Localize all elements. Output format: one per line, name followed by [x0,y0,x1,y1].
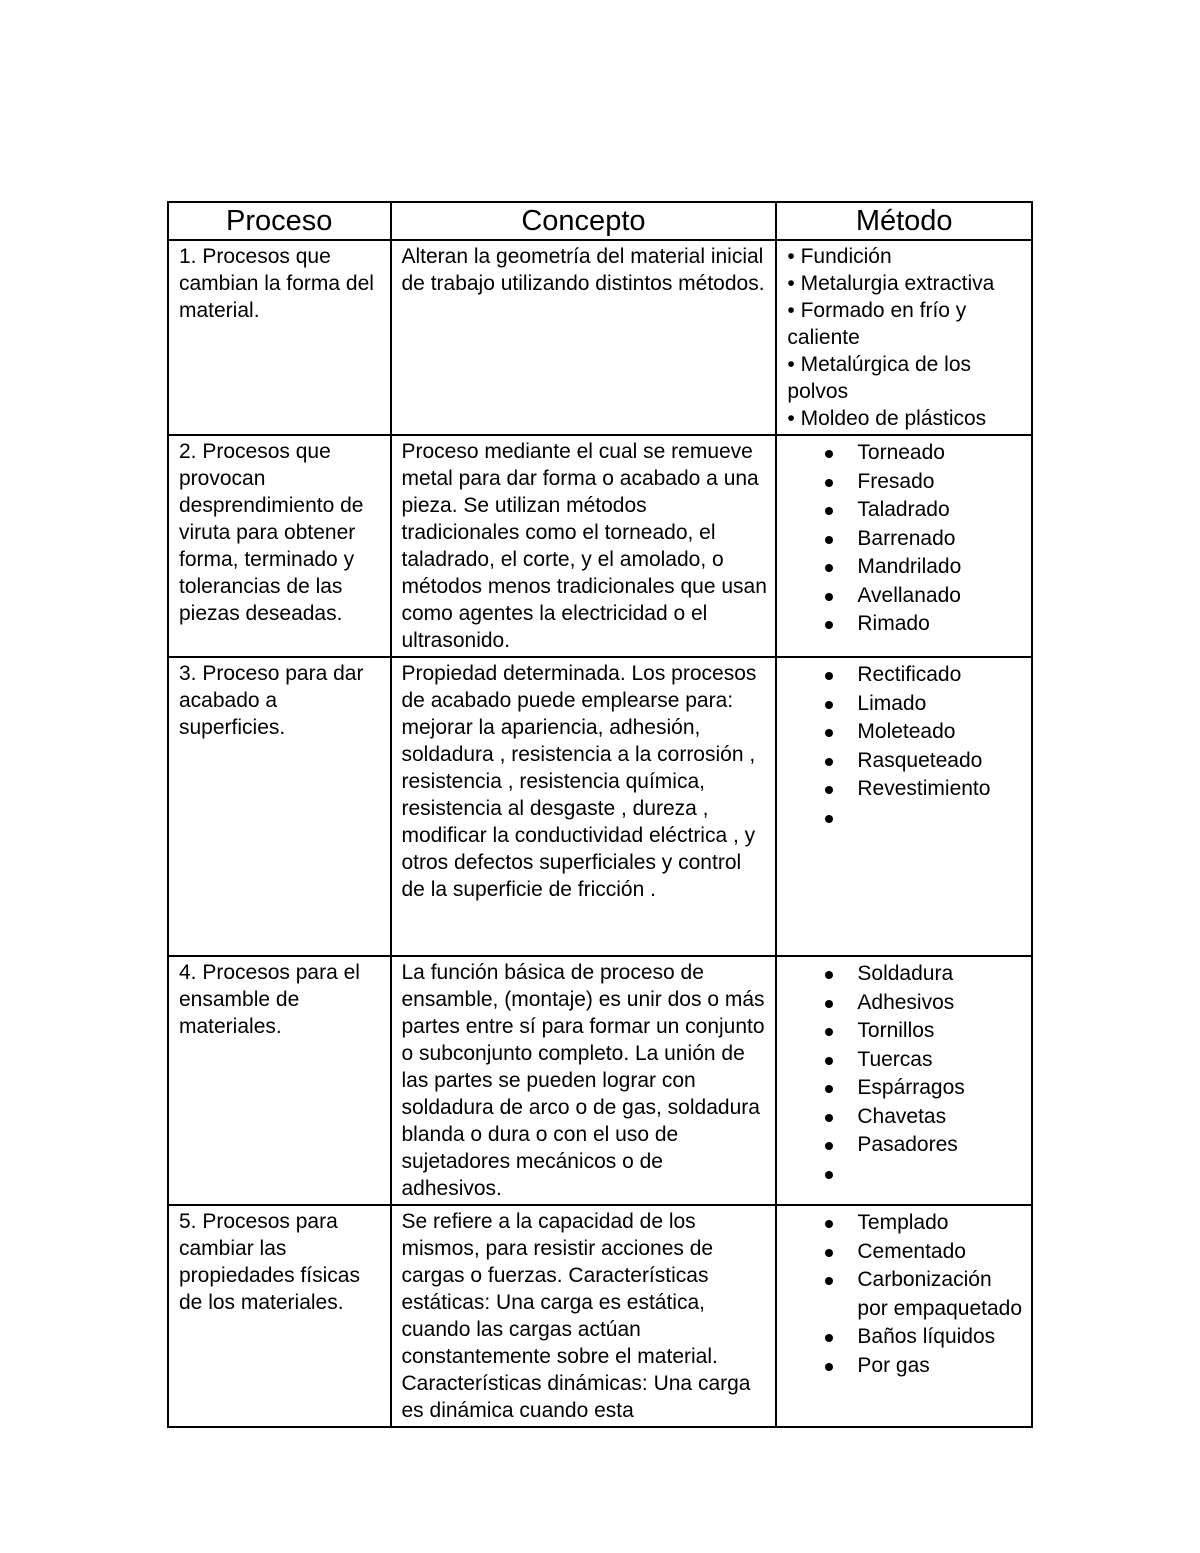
method-item: Templado [787,1209,1023,1238]
method-item: Soldadura [787,960,1023,989]
method-item: Tuercas [787,1046,1023,1075]
method-item: Rimado [787,610,1023,639]
method-list [787,959,1023,1160]
method-item: • Metalurgia extractiva [787,270,1023,297]
method-item: Carbonización por empaquetado [787,1266,1023,1323]
concepto-cell: Alteran la geometría del material inicial de trabajo utilizando distintos métodos. [391,240,777,435]
method-item: Rectificado [787,661,1023,690]
metodo-cell [776,240,1032,435]
method-item: Cementado [787,1238,1023,1267]
header-metodo: Método [776,202,1032,240]
table-row [168,435,1032,657]
metodo-cell [776,435,1032,657]
method-item: Revestimiento [787,775,1023,804]
header-proceso: Proceso [168,202,391,240]
method-list [787,438,1023,639]
method-item: Baños líquidos [787,1323,1023,1352]
proceso-cell: 2. Procesos que provocan desprendimiento de viruta para obtener forma, terminado y tolerancias de las piezas deseadas. [168,435,391,657]
method-item: • Moldeo de plásticos [787,405,1023,432]
method-item: Adhesivos [787,989,1023,1018]
method-item: Mandrilado [787,553,1023,582]
table-row [168,956,1032,1205]
method-item: Espárragos [787,1074,1023,1103]
method-list [787,660,1023,804]
method-list [787,243,1023,432]
proceso-cell: 4. Procesos para el ensamble de materiales. [168,956,391,1205]
proceso-cell: 1. Procesos que cambian la forma del material. [168,240,391,435]
method-list [787,1208,1023,1380]
method-item: • Metalúrgica de los polvos [787,351,1023,405]
proceso-cell: 3. Proceso para dar acabado a superficies. [168,657,391,956]
metodo-cell [776,1205,1032,1427]
method-item: Pasadores [787,1131,1023,1160]
process-table [167,201,1033,1428]
method-item: Taladrado [787,496,1023,525]
concepto-cell: Se refiere a la capacidad de los mismos, para resistir acciones de cargas o fuerzas. Características estáticas: Una carga es estática, cuando las cargas actúan constantemente sobre el material. Características dinámicas: Una carga es dinámica cuando esta [391,1205,777,1427]
method-item: Por gas [787,1352,1023,1381]
method-item: Barrenado [787,525,1023,554]
method-item: Fresado [787,468,1023,497]
proceso-cell: 5. Procesos para cambiar las propiedades físicas de los materiales. [168,1205,391,1427]
table-header-row [168,202,1032,240]
concepto-cell: Propiedad determinada. Los procesos de acabado puede emplearse para: mejorar la apariencia, adhesión, soldadura , resistencia a la corrosión , resistencia , resistencia química, resistencia al desgaste , dureza , modificar la conductividad eléctrica , y otros defectos superficiales y control de la superficie de fricción . [391,657,777,956]
method-item: • Fundición [787,243,1023,270]
method-item: Chavetas [787,1103,1023,1132]
method-item: Rasqueteado [787,747,1023,776]
metodo-cell [776,657,1032,956]
header-concepto: Concepto [391,202,777,240]
metodo-cell [776,956,1032,1205]
method-item: • Formado en frío y caliente [787,297,1023,351]
table-row [168,1205,1032,1427]
concepto-cell: Proceso mediante el cual se remueve metal para dar forma o acabado a una pieza. Se utilizan métodos tradicionales como el torneado, el taladrado, el corte, y el amolado, o métodos menos tradicionales que usan como agentes la electricidad o el ultrasonido. [391,435,777,657]
method-item: Avellanado [787,582,1023,611]
method-item: Torneado [787,439,1023,468]
concepto-cell: La función básica de proceso de ensamble, (montaje) es unir dos o más partes entre sí para formar un conjunto o subconjunto completo. La unión de las partes se pueden lograr con soldadura de arco o de gas, soldadura blanda o dura o con el uso de sujetadores mecánicos o de adhesivos. [391,956,777,1205]
table-row [168,240,1032,435]
method-item: Limado [787,690,1023,719]
method-item: Moleteado [787,718,1023,747]
table-row [168,657,1032,956]
method-item: Tornillos [787,1017,1023,1046]
